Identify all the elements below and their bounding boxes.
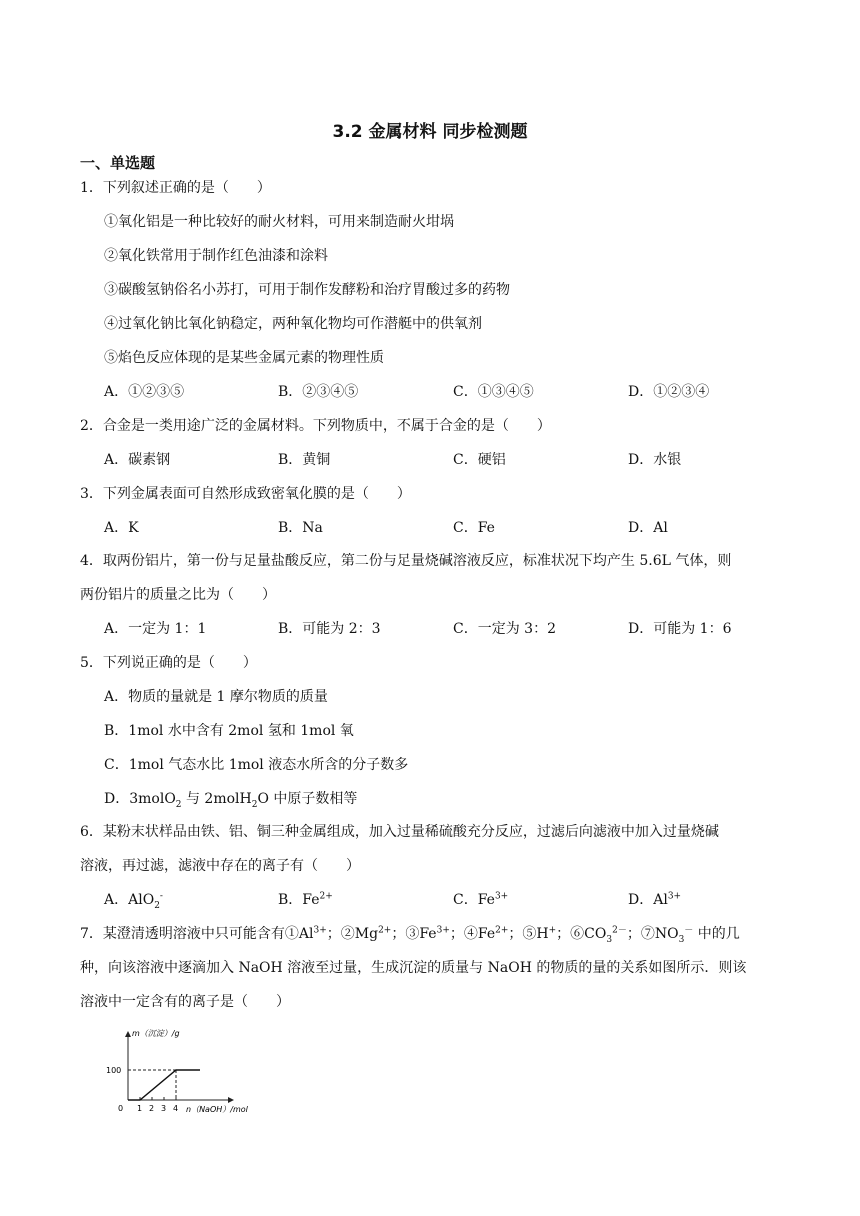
q6-a-sup: -	[159, 891, 163, 902]
q7-s8: 中的几	[693, 926, 740, 942]
q4-stem-line-1: 4．取两份铝片，第一份与足量盐酸反应，第二份与足量烧碱溶液反应，标准状况下均产生 5.6L 气体，则	[80, 553, 732, 569]
q6-options	[104, 890, 804, 910]
q1-item-4: ④过氧化钠比氧化钠稳定，两种氧化物均可作潜艇中的供氧剂	[104, 316, 482, 332]
q6-option-a[interactable]	[104, 890, 163, 910]
q6-option-c[interactable]	[453, 890, 508, 910]
q1-option-a[interactable]: A．①②③⑤	[104, 384, 185, 400]
q3-option-d[interactable]: D．Al	[628, 520, 668, 536]
q7-s6-sub: 3	[606, 934, 613, 945]
q3-options	[104, 518, 804, 538]
page-title: 3.2 金属材料 同步检测题	[332, 122, 528, 142]
q7-s1-sup: 3+	[313, 925, 327, 936]
q4-options	[104, 619, 804, 639]
q6-d-base: D．Al	[628, 892, 668, 908]
q5-d-sub-2: 2	[251, 799, 258, 810]
q7-s6: ；⑥CO	[556, 926, 607, 942]
q6-b-base: B．Fe	[278, 892, 320, 908]
x-axis-label: n（NaOH）/mol	[186, 1105, 248, 1114]
q7-s2: ；②Mg	[326, 926, 379, 942]
q6-option-d[interactable]	[628, 890, 681, 910]
q7-s1: 7．某澄清透明溶液中只可能含有①Al	[80, 926, 314, 942]
q2-option-b[interactable]: B．黄铜	[278, 452, 331, 468]
q6-stem-line-1: 6．某粉末状样品由铁、铝、铜三种金属组成，加入过量稀硫酸充分反应，过滤后向滤液中加入过量烧碱	[80, 824, 719, 840]
q7-s5: ；⑤H	[508, 926, 549, 942]
precipitate-chart	[100, 1028, 280, 1118]
q7-s5-sup: +	[548, 925, 557, 936]
q5-option-b[interactable]: B．1mol 水中含有 2mol 氢和 1mol 氧	[104, 723, 354, 739]
q6-c-sup: 3+	[494, 891, 509, 902]
q7-s6-sup: 2－	[612, 925, 627, 936]
q2-option-a[interactable]: A．碳素钢	[104, 452, 171, 468]
q1-stem: 1．下列叙述正确的是（ ）	[80, 180, 271, 196]
q4-option-a[interactable]: A．一定为 1：1	[104, 621, 207, 637]
q2-options	[104, 450, 804, 470]
q7-s3: ；③Fe	[391, 926, 437, 942]
q6-b-sup: 2+	[319, 891, 333, 902]
q4-stem-line-2: 两份铝片的质量之比为（ ）	[80, 587, 276, 603]
q5-d-part-1: D．3molO	[104, 791, 176, 807]
q7-s2-sup: 2+	[378, 925, 392, 936]
q2-option-c[interactable]: C．硬铝	[453, 452, 506, 468]
q2-option-d[interactable]: D．水银	[628, 452, 682, 468]
q3-option-a[interactable]: A．K	[104, 520, 139, 536]
q1-item-2: ②氧化铁常用于制作红色油漆和涂料	[104, 248, 328, 264]
q7-stem-line-2: 种，向该溶液中逐滴加入 NaOH 溶液至过量，生成沉淀的质量与 NaOH 的物质的量的关系如图所示．则该	[80, 960, 747, 976]
q6-a-sub: 2	[154, 900, 160, 911]
y-axis-arrow	[125, 1031, 131, 1037]
x-tick-label: 4	[173, 1104, 179, 1113]
q3-stem: 3．下列金属表面可自然形成致密氧化膜的是（ ）	[80, 486, 411, 502]
q6-d-sup: 3+	[667, 891, 682, 902]
q5-d-part-3: O 中原子数相等	[257, 791, 358, 807]
q6-option-b[interactable]	[278, 890, 333, 910]
q7-s7-sub: 3	[678, 934, 685, 945]
q5-option-d[interactable]	[104, 789, 357, 809]
q6-stem-line-2: 溶液，再过滤，滤液中存在的离子有（ ）	[80, 858, 360, 874]
y-tick-label: 100	[106, 1066, 122, 1075]
q5-option-a[interactable]: A．物质的量就是 1 摩尔物质的质量	[104, 689, 328, 705]
q1-options	[104, 382, 804, 402]
q2-stem: 2．合金是一类用途广泛的金属材料。下列物质中，不属于合金的是（ ）	[80, 418, 551, 434]
q7-s3-sup: 3+	[436, 925, 450, 936]
q6-c-base: C．Fe	[453, 892, 495, 908]
q7-stem-line-1	[80, 924, 740, 944]
q1-item-5: ⑤焰色反应体现的是某些金属元素的物理性质	[104, 350, 384, 366]
y-axis-label: m（沉淀）/g	[132, 1029, 180, 1038]
q1-option-b[interactable]: B．②③④⑤	[278, 384, 359, 400]
x-tick-label: 1	[137, 1104, 143, 1113]
x-tick-label: 2	[149, 1104, 155, 1113]
x-tick-label: 0	[118, 1104, 124, 1113]
q4-option-c[interactable]: C．一定为 3：2	[453, 621, 556, 637]
q7-stem-line-3: 溶液中一定含有的离子是（ ）	[80, 994, 290, 1010]
q4-option-b[interactable]: B．可能为 2：3	[278, 621, 381, 637]
q5-stem: 5．下列说正确的是（ ）	[80, 655, 257, 671]
x-tick-label: 3	[161, 1104, 167, 1113]
q1-option-c[interactable]: C．①③④⑤	[453, 384, 534, 400]
precipitate-series-line	[128, 1070, 200, 1100]
q1-option-d[interactable]: D．①②③④	[628, 384, 710, 400]
q7-s4-sup: 2+	[495, 925, 509, 936]
q1-item-1: ①氧化铝是一种比较好的耐火材料，可用来制造耐火坩埚	[104, 214, 454, 230]
q7-s4: ；④Fe	[449, 926, 496, 942]
section-heading: 一、单选题	[80, 154, 156, 172]
q3-option-b[interactable]: B．Na	[278, 520, 323, 536]
q7-s7-sup: －	[684, 925, 694, 936]
q1-item-3: ③碳酸氢钠俗名小苏打，可用于制作发酵粉和治疗胃酸过多的药物	[104, 282, 510, 298]
q6-a-base: A．AlO	[104, 892, 155, 908]
q5-d-part-2: 与 2molH	[181, 791, 252, 807]
q3-option-c[interactable]: C．Fe	[453, 520, 495, 536]
q4-option-d[interactable]: D．可能为 1：6	[628, 621, 732, 637]
q5-option-c[interactable]: C．1mol 气态水比 1mol 液态水所含的分子数多	[104, 757, 409, 773]
x-axis-arrow	[228, 1097, 234, 1103]
q5-d-sub-1: 2	[175, 799, 182, 810]
q7-s7: ；⑦NO	[626, 926, 679, 942]
